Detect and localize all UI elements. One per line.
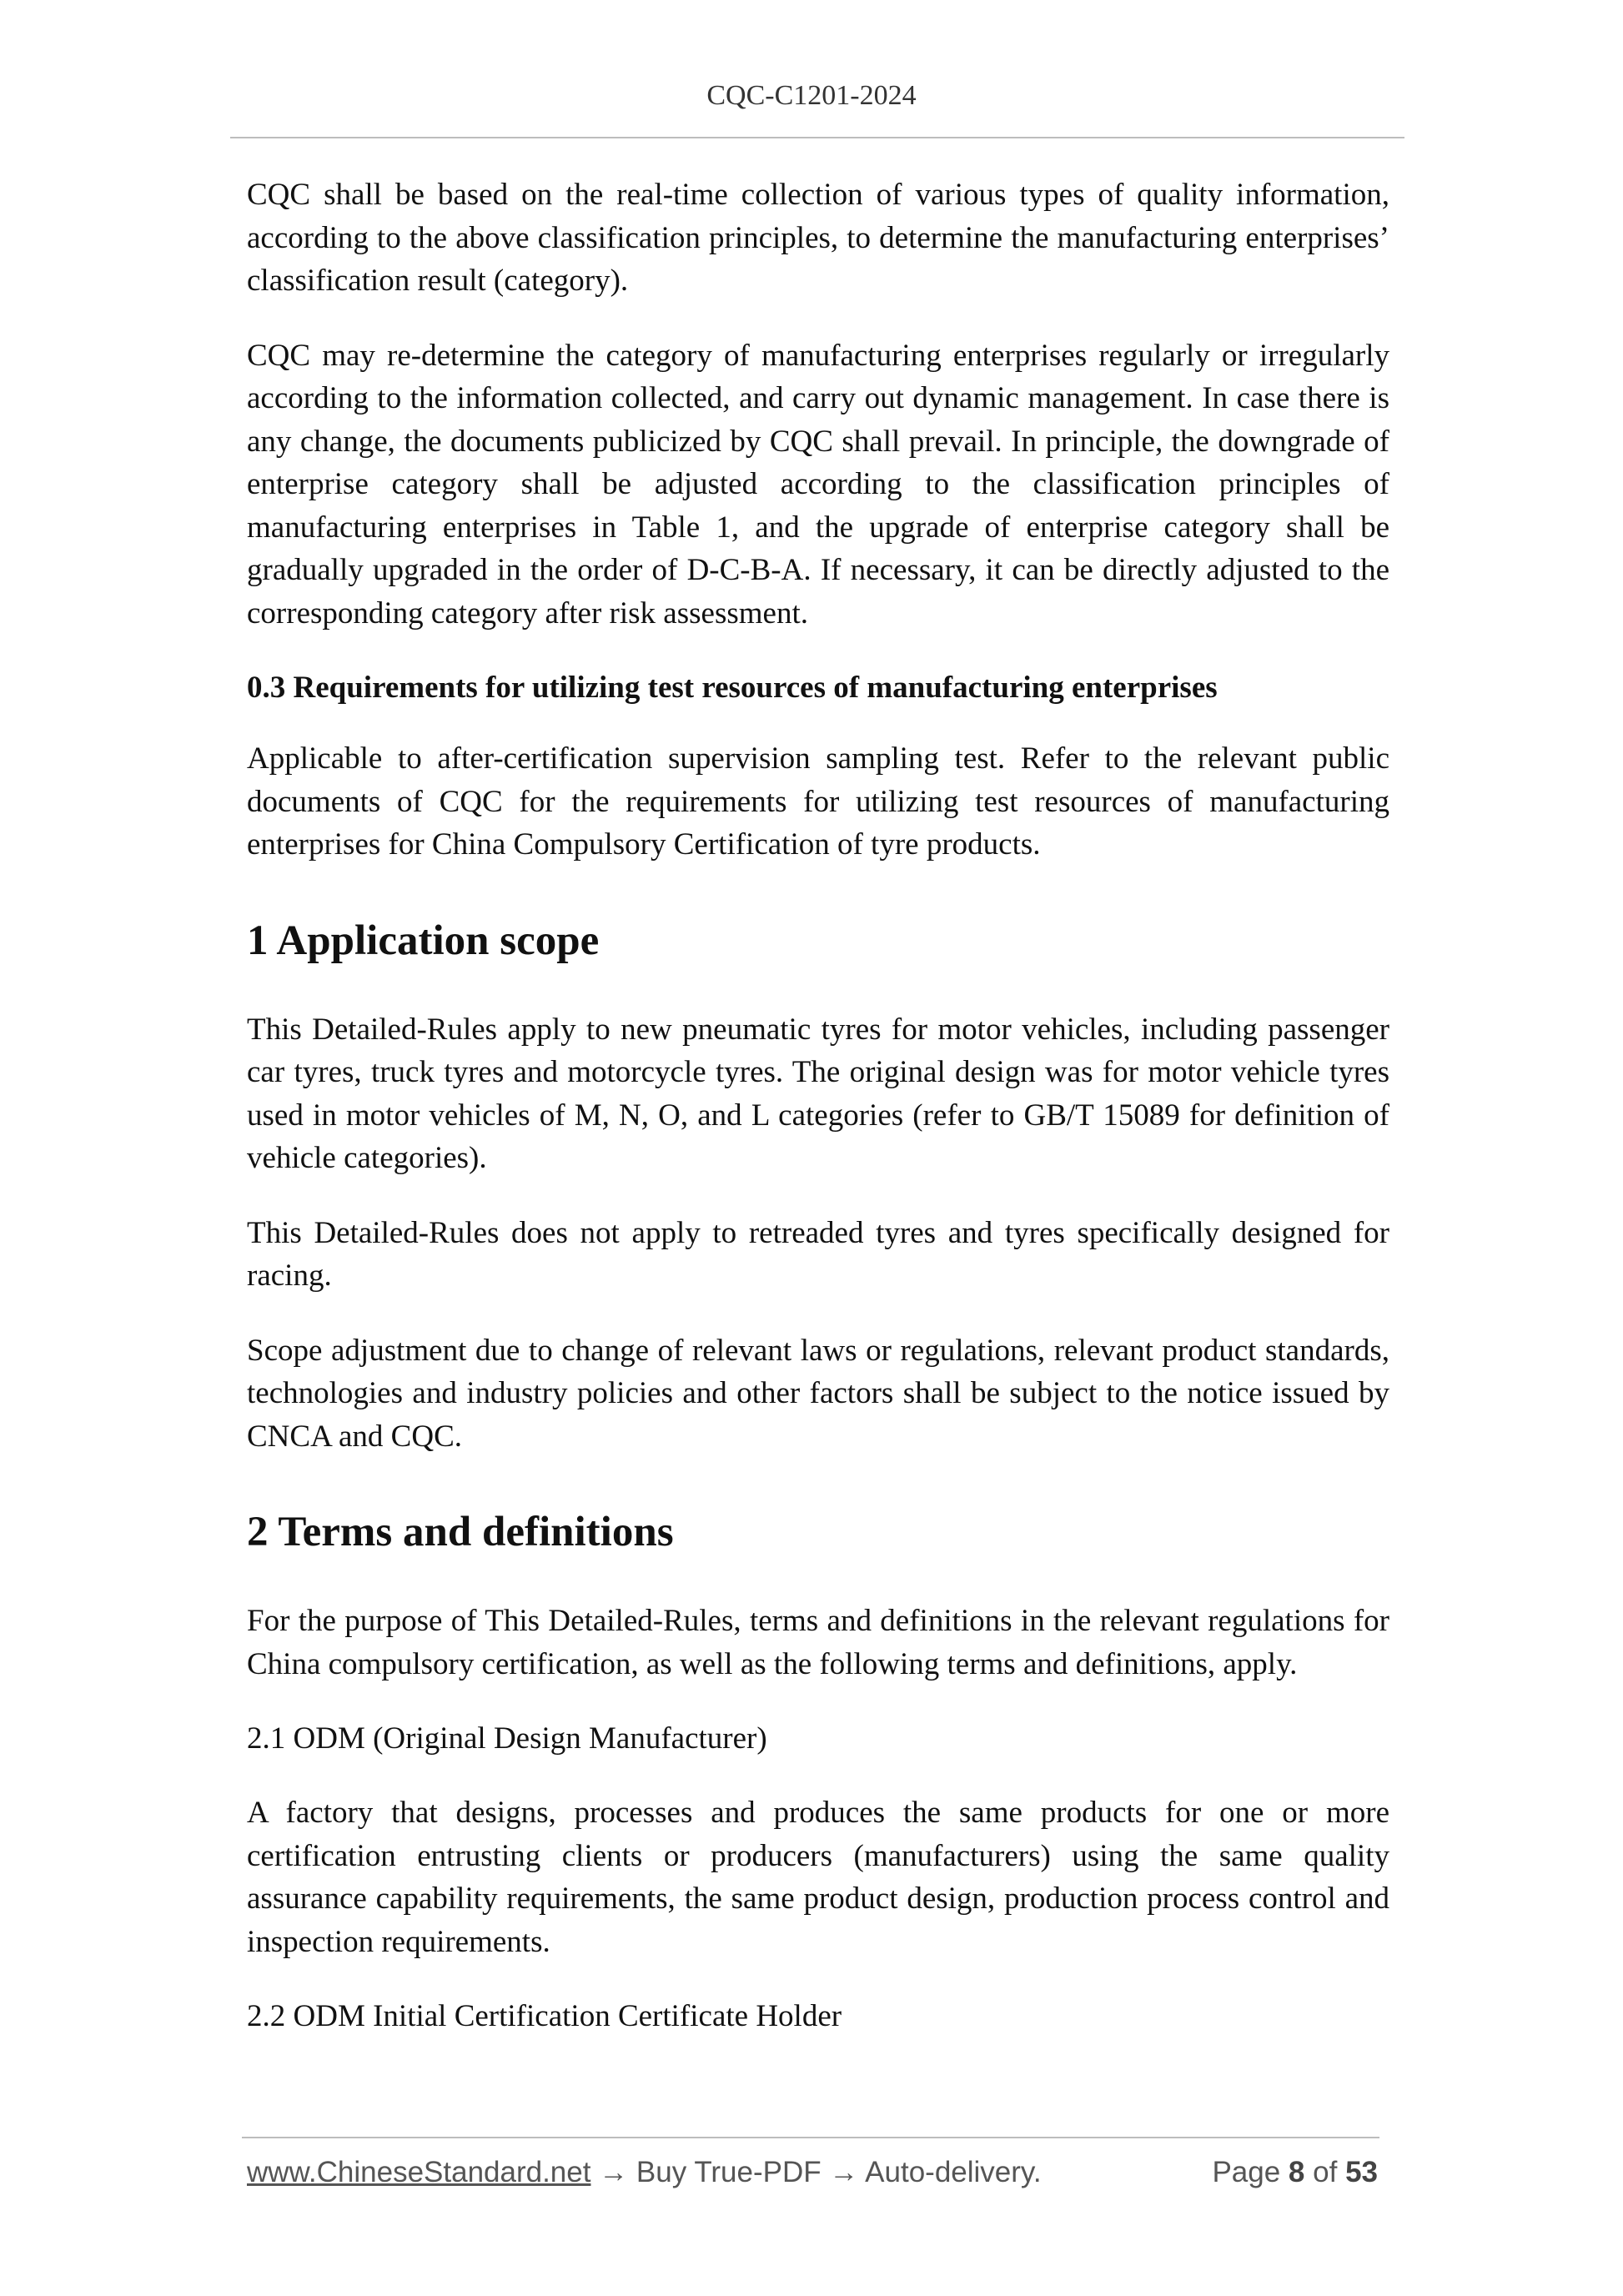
- clause-title-2-1: 2.1 ODM (Original Design Manufacturer): [247, 1721, 767, 1756]
- paragraph-classification-result: CQC shall be based on the real-time collection of various types of quality information, according to the above classification principles, to determine the manufacturing enterprises’ classification result (category).: [247, 178, 1389, 298]
- subsection-heading-0-3: 0.3 Requirements for utilizing test resources of manufacturing enterprises: [247, 671, 1218, 705]
- footer-tagline: → Buy True-PDF → Auto-delivery.: [590, 2156, 1042, 2188]
- document-code-header: CQC-C1201-2024: [706, 80, 917, 111]
- paragraph-scope-applies: This Detailed-Rules apply to new pneumatic tyres for motor vehicles, including passenger car tyres, truck tyres and motorcycle tyres. The original design was for motor vehicle tyres used in motor vehicles of M, N, O, and L categories (refer to GB/T 15089 for definition of vehicle categories).: [247, 1012, 1389, 1175]
- document-body: [247, 173, 1389, 2069]
- chinesestandard-link[interactable]: www.ChineseStandard.net: [247, 2156, 591, 2188]
- paragraph-scope-exclusions: This Detailed-Rules does not apply to retreaded tyres and tyres specifically designed for racing.: [247, 1215, 1389, 1293]
- total-pages-number: 53: [1345, 2156, 1378, 2188]
- page-label: Page: [1212, 2156, 1281, 2188]
- section-heading-application-scope: 1 Application scope: [247, 917, 600, 964]
- paragraph-test-resources: Applicable to after-certification supervision sampling test. Refer to the relevant public documents of CQC for the requirements for utilizing test resources of manufacturing enterprises for China Compulsory Certification of tyre products.: [247, 741, 1389, 862]
- page-number: [1212, 2152, 1378, 2193]
- paragraph-category-redetermination: CQC may re-determine the category of manufacturing enterprises regularly or irregularly according to the information collected, and carry out dynamic management. In case there is any change, the documents publicized by CQC shall prevail. In principle, the downgrade of enterprise category shall be adjusted according to the classification principles of manufacturing enterprises in Table 1, and the upgrade of enterprise category shall be gradually upgraded in the order of D-C-B-A. If necessary, it can be directly adjusted to the corresponding category after risk assessment.: [247, 338, 1389, 631]
- header-divider: [230, 137, 1404, 138]
- section-heading-terms-definitions: 2 Terms and definitions: [247, 1509, 674, 1555]
- paragraph-odm-definition: A factory that designs, processes and produces the same products for one or more certification entrusting clients or producers (manufacturers) using the same quality assurance capability requirements, the same product design, production process control and inspection requirements.: [247, 1796, 1389, 1959]
- footer-divider: [242, 2137, 1379, 2138]
- current-page-number: 8: [1288, 2156, 1305, 2188]
- paragraph-terms-intro: For the purpose of This Detailed-Rules, terms and definitions in the relevant regulations for China compulsory certification, as well as the following terms and definitions, apply.: [247, 1604, 1389, 1681]
- footer-promo: [247, 2152, 1042, 2193]
- paragraph-scope-adjustment: Scope adjustment due to change of relevant laws or regulations, relevant product standards, technologies and industry policies and other factors shall be subject to the notice issued by CNCA and CQC.: [247, 1333, 1389, 1454]
- of-label: of: [1313, 2156, 1338, 2188]
- clause-title-2-2: 2.2 ODM Initial Certification Certificate Holder: [247, 1999, 842, 2033]
